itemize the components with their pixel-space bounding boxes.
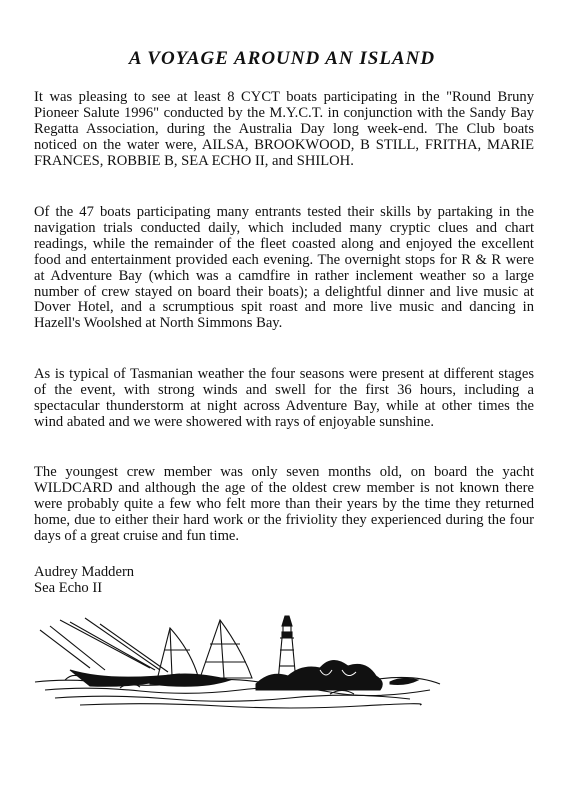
sea-line — [80, 704, 421, 708]
author-boat: Sea Echo II — [34, 579, 103, 596]
article-paragraph-4: The youngest crew member was only seven months old, on board the yacht WILDCARD and although the age of the oldest crew member is not known there were probably quite a few who felt more than their years by the time they returned home, due to either their hard work or the friviolity they experienced during the four days of a great cruise and fun time. — [34, 464, 534, 544]
sea-line — [55, 695, 410, 701]
article-paragraph-1: It was pleasing to see at least 8 CYCT boats participating in the "Round Bruny Pioneer Salute 1996" conducted by the M.Y.C.T. in conjunction with the Sandy Bay Regatta Association, during the Australia Day long week-end. The Club boats noticed on the water were, AILSA, BROOKWOOD, B STILL, FRITHA, MARIE FRANCES, ROBBIE B, SEA ECHO II, and SHILOH. — [34, 89, 534, 169]
sailing-lighthouse-illustration — [30, 610, 450, 720]
signature-block — [34, 565, 134, 597]
distant-boat — [390, 678, 418, 684]
author-name: Audrey Maddern — [34, 564, 135, 580]
rocky-island — [256, 660, 382, 690]
sail — [200, 620, 252, 678]
article-paragraph-3: As is typical of Tasmanian weather the four seasons were present at different stages of the event, with strong winds and swell for the first 36 hours, including a spectacular thunderstorm at night across Adventure Bay, while at other times the wind abated and we were showered with rays of enjoyable sunshine. — [34, 366, 534, 430]
article-paragraph-2: Of the 47 boats participating many entrants tested their skills by partaking in the navigation trials conducted daily, which included many cryptic clues and chart readings, while the remainder of the fleet coasted along and enjoyed the excellent food and entertainment provided each evening. The overnight stops for R & R were at Adventure Bay (which was a camdfire in rather inclement weather so a large number of crew stayed on board their boats); a delightful dinner and live music at Dover Hotel, and a scrumptious spit roast and more live music and dancing in Hazell's Woolshed at North Simmons Bay. — [34, 204, 534, 332]
article-title: A VOYAGE AROUND AN ISLAND — [128, 48, 436, 69]
